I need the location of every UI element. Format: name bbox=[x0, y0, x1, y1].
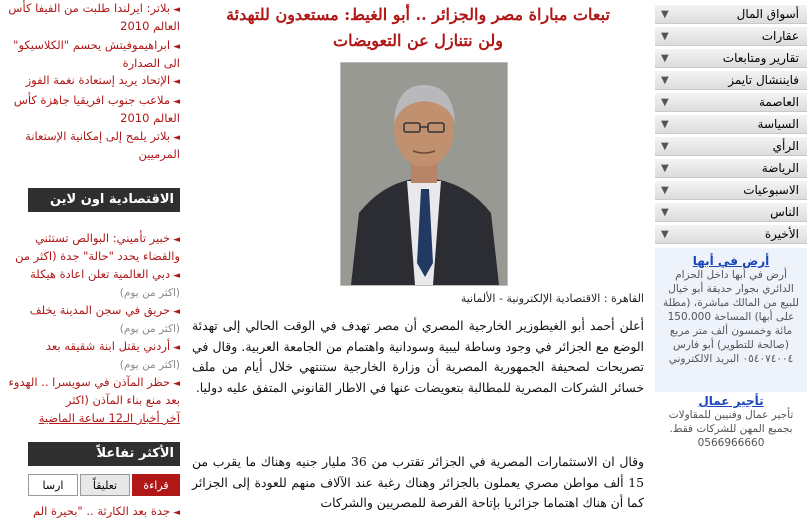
nav-item-last[interactable] bbox=[655, 224, 807, 244]
nav-label: فايننشال تايمز bbox=[728, 73, 799, 87]
more-news-link[interactable]: آخر أخبار الـ12 ساعة الماضية bbox=[38, 411, 180, 425]
nav-item-reports[interactable] bbox=[655, 48, 807, 68]
arrow-icon: ▼ bbox=[661, 207, 669, 218]
nav-label: العاصمة bbox=[759, 95, 799, 109]
ad-title[interactable]: أرض في أبها bbox=[692, 254, 770, 268]
classified-ad-workers[interactable] bbox=[655, 392, 807, 452]
article-photo bbox=[340, 62, 508, 286]
nav-item-markets[interactable] bbox=[655, 4, 807, 24]
nav-item-capital[interactable] bbox=[655, 92, 807, 112]
nav-item-weekly[interactable] bbox=[655, 180, 807, 200]
nav-label: عقارات bbox=[761, 29, 799, 43]
article-paragraph-1: أعلن أحمد أبو الغيطوزير الخارجية المصري أن مصر تهدف في الوقت الحالي إلى تهدئة الوضع مع الجزائر في وجود وساطة ليبية وسودانية واهتمام من الجامعة العربية. وقال في تصريحات لصحيفة الجمهورية المصرية أن وزارة الخارجية ستنتهي خلال أيام من ملف خسائر الشركات المصرية للمطالبة بتعويضات عنها في الاطار القانوني المتفق عليه دوليا. bbox=[192, 318, 644, 395]
arrow-icon: ▼ bbox=[661, 31, 669, 42]
classified-ad-land[interactable] bbox=[655, 248, 807, 396]
nav-label: الناس bbox=[770, 205, 799, 219]
ad-body: تأجير عمال وفنيين للمقاولات بجميع المهن للشركات فقط. 0566966660 bbox=[668, 409, 794, 449]
nav-label: الرأي bbox=[772, 139, 799, 153]
photo-caption: القاهرة : الاقتصادية الإلكترونية - الألمانية bbox=[460, 292, 644, 305]
online-news-link[interactable]: ◄حظر المآذن في سويسرا .. الهدوء بعد منع بناء المآذن (اكثر bbox=[8, 375, 180, 407]
nav-label: الرياضة bbox=[761, 161, 799, 175]
news-link[interactable]: ◄ملاعب جنوب افريقيا جاهزة كأس العالم 2010 bbox=[13, 93, 180, 125]
nav-item-ft[interactable] bbox=[655, 70, 807, 90]
left-column bbox=[8, 0, 186, 522]
most-read-link[interactable]: ◄جدة بعد الكارثة .. "بحيرة الم bbox=[32, 504, 180, 518]
tab-send[interactable]: ارسا bbox=[28, 474, 78, 496]
arrow-icon: ▼ bbox=[661, 53, 669, 64]
article-headline bbox=[188, 2, 648, 54]
arrow-icon: ▼ bbox=[661, 119, 669, 130]
nav-item-sports[interactable] bbox=[655, 158, 807, 178]
online-news-link[interactable]: ◄حريق في سجن المدينة يخلف (اكثر من يوم) bbox=[29, 303, 180, 335]
most-interactive-header: الأكثر تفاعلاً bbox=[28, 442, 180, 466]
arrow-icon: ▼ bbox=[661, 9, 669, 20]
news-link[interactable]: ◄بلاتر يلمح إلى إمكانية الإستعانة المرميين bbox=[25, 129, 180, 161]
tab-comments[interactable]: تعليقاً bbox=[80, 474, 130, 496]
nav-item-realestate[interactable] bbox=[655, 26, 807, 46]
ad-title[interactable]: تأجير عمال bbox=[698, 394, 764, 408]
online-news-link[interactable]: ◄أردني يقتل ابنة شقيقه بعد (اكثر من يوم) bbox=[45, 339, 180, 371]
arrow-icon: ▼ bbox=[661, 97, 669, 108]
arrow-icon: ▼ bbox=[661, 141, 669, 152]
portrait-image bbox=[341, 63, 507, 285]
ad-body: أرض في أبها داخل الحزام الدائري بجوار حديقة أبو خيال للبيع من المالك مباشرة، (مطلة على أبها) المساحة 150.000 مائة وخمسون ألف متر مربع (صالحة للتطوير) أبو فارس ٠٥٤٠٧٤٠٠٤ البريد الالكتروني bbox=[663, 269, 799, 365]
nav-item-people[interactable] bbox=[655, 202, 807, 222]
nav-label: الأخيرة bbox=[764, 227, 799, 241]
news-link[interactable]: ◄الإتحاد يريد إستعادة نغمة الفوز bbox=[25, 73, 180, 87]
nav-label: الاسبوعيات bbox=[743, 183, 799, 197]
article bbox=[188, 0, 648, 522]
online-news-link[interactable]: ◄دبي العالمية تعلن اعادة هيكلة (اكثر من يوم) bbox=[30, 267, 180, 299]
nav-label: السياسة bbox=[757, 117, 799, 131]
arrow-icon: ▼ bbox=[661, 163, 669, 174]
tab-reading[interactable]: قراءة bbox=[132, 474, 180, 496]
headline-line-1: تبعات مباراة مصر والجزائر .. أبو الغيط: مستعدون للتهدئة bbox=[226, 5, 610, 24]
arrow-icon: ▼ bbox=[661, 75, 669, 86]
nav-label: أسواق المال bbox=[736, 7, 799, 21]
news-link[interactable]: ◄ابراهيموفيتش يحسم "الكلاسيكو" الى الصدارة bbox=[13, 38, 180, 70]
headline-line-2: ولن نتنازل عن التعويضات bbox=[333, 31, 503, 50]
nav-item-politics[interactable] bbox=[655, 114, 807, 134]
right-sidebar bbox=[653, 0, 811, 522]
online-news-link[interactable]: ◄خبير تأميني: البوالص تستثني والقضاء يحدد "حالة" جدة (اكثر من bbox=[15, 231, 180, 263]
nav-label: تقارير ومتابعات bbox=[722, 51, 799, 65]
most-tabs bbox=[28, 474, 180, 496]
arrow-icon: ▼ bbox=[661, 185, 669, 196]
arrow-icon: ▼ bbox=[661, 229, 669, 240]
online-section-header: الاقتصادية اون لاين bbox=[28, 188, 180, 212]
news-link[interactable]: ◄بلاتر: ايرلندا طلبت من الفيفا كأس العالم 2010 bbox=[8, 1, 180, 33]
nav-item-opinion[interactable] bbox=[655, 136, 807, 156]
article-paragraph-2: وقال ان الاستثمارات المصرية في الجزائر تقترب من 36 مليار جنيه وهناك ما يقرب من 15 ألف مواطن مصري يعملون بالجزائر وهناك رغبة عند الآلاف منهم للعودة إلى الجزائر كما أن هناك اهتماما جزائريا بإتاحة الفرصة للمصريين والشركات bbox=[192, 454, 645, 510]
